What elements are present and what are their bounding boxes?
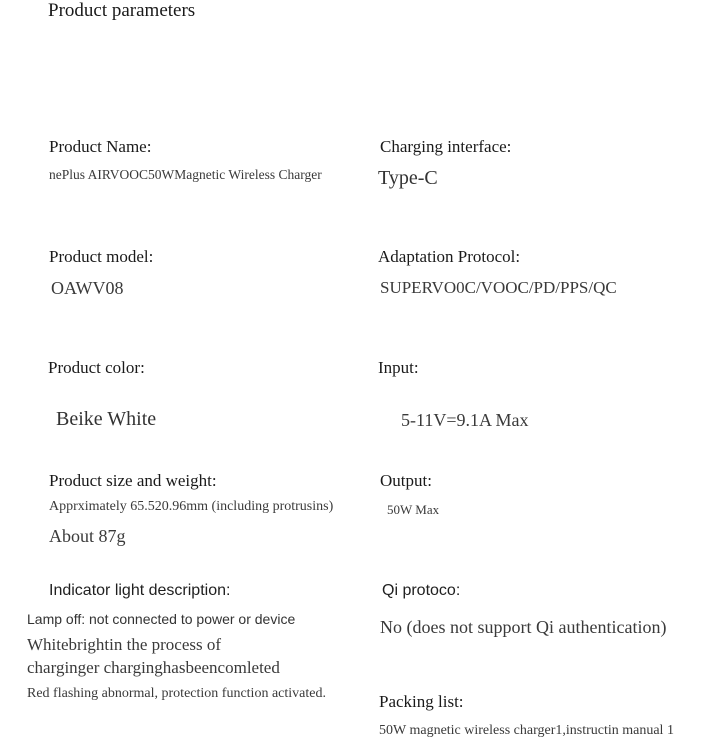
output-label: Output: (380, 471, 432, 490)
output-value: 50W Max (387, 502, 440, 517)
page-title: Product parameters (48, 0, 196, 21)
input-label: Input: (378, 358, 419, 377)
product-model-value: OAWV08 (51, 278, 124, 298)
weight-value: About 87g (49, 526, 126, 546)
indicator-line-2: Whitebrightin the process of (27, 635, 222, 654)
size-weight-label: Product size and weight: (49, 471, 217, 490)
size-value: Apprximately 65.520.96mm (including protrusins) (49, 499, 334, 514)
product-name-value: nePlus AIRVOOC50WMagnetic Wireless Charger (49, 167, 322, 182)
qi-value: No (does not support Qi authentication) (380, 617, 667, 637)
packing-list-label: Packing list: (379, 692, 464, 711)
indicator-label: Indicator light description: (49, 582, 231, 599)
input-value: 5-11V=9.1A Max (401, 410, 529, 430)
product-name-label: Product Name: (49, 137, 152, 156)
charging-interface-label: Charging interface: (380, 137, 512, 156)
indicator-line-4: Red flashing abnormal, protection function activated. (27, 686, 326, 701)
product-model-label: Product model: (49, 247, 154, 266)
packing-list-value: 50W magnetic wireless charger1,instructin manual 1 (379, 723, 674, 738)
indicator-line-1: Lamp off: not connected to power or device (27, 611, 296, 627)
product-color-label: Product color: (48, 358, 145, 377)
qi-label: Qi protoco: (382, 582, 461, 599)
adaptation-protocol-label: Adaptation Protocol: (378, 247, 521, 266)
product-color-value: Beike White (56, 408, 157, 430)
adaptation-protocol-value: SUPERVO0C/VOOC/PD/PPS/QC (380, 278, 617, 297)
indicator-line-3: charginger charginghasbeencomleted (27, 658, 280, 677)
charging-interface-value: Type-C (378, 167, 438, 189)
